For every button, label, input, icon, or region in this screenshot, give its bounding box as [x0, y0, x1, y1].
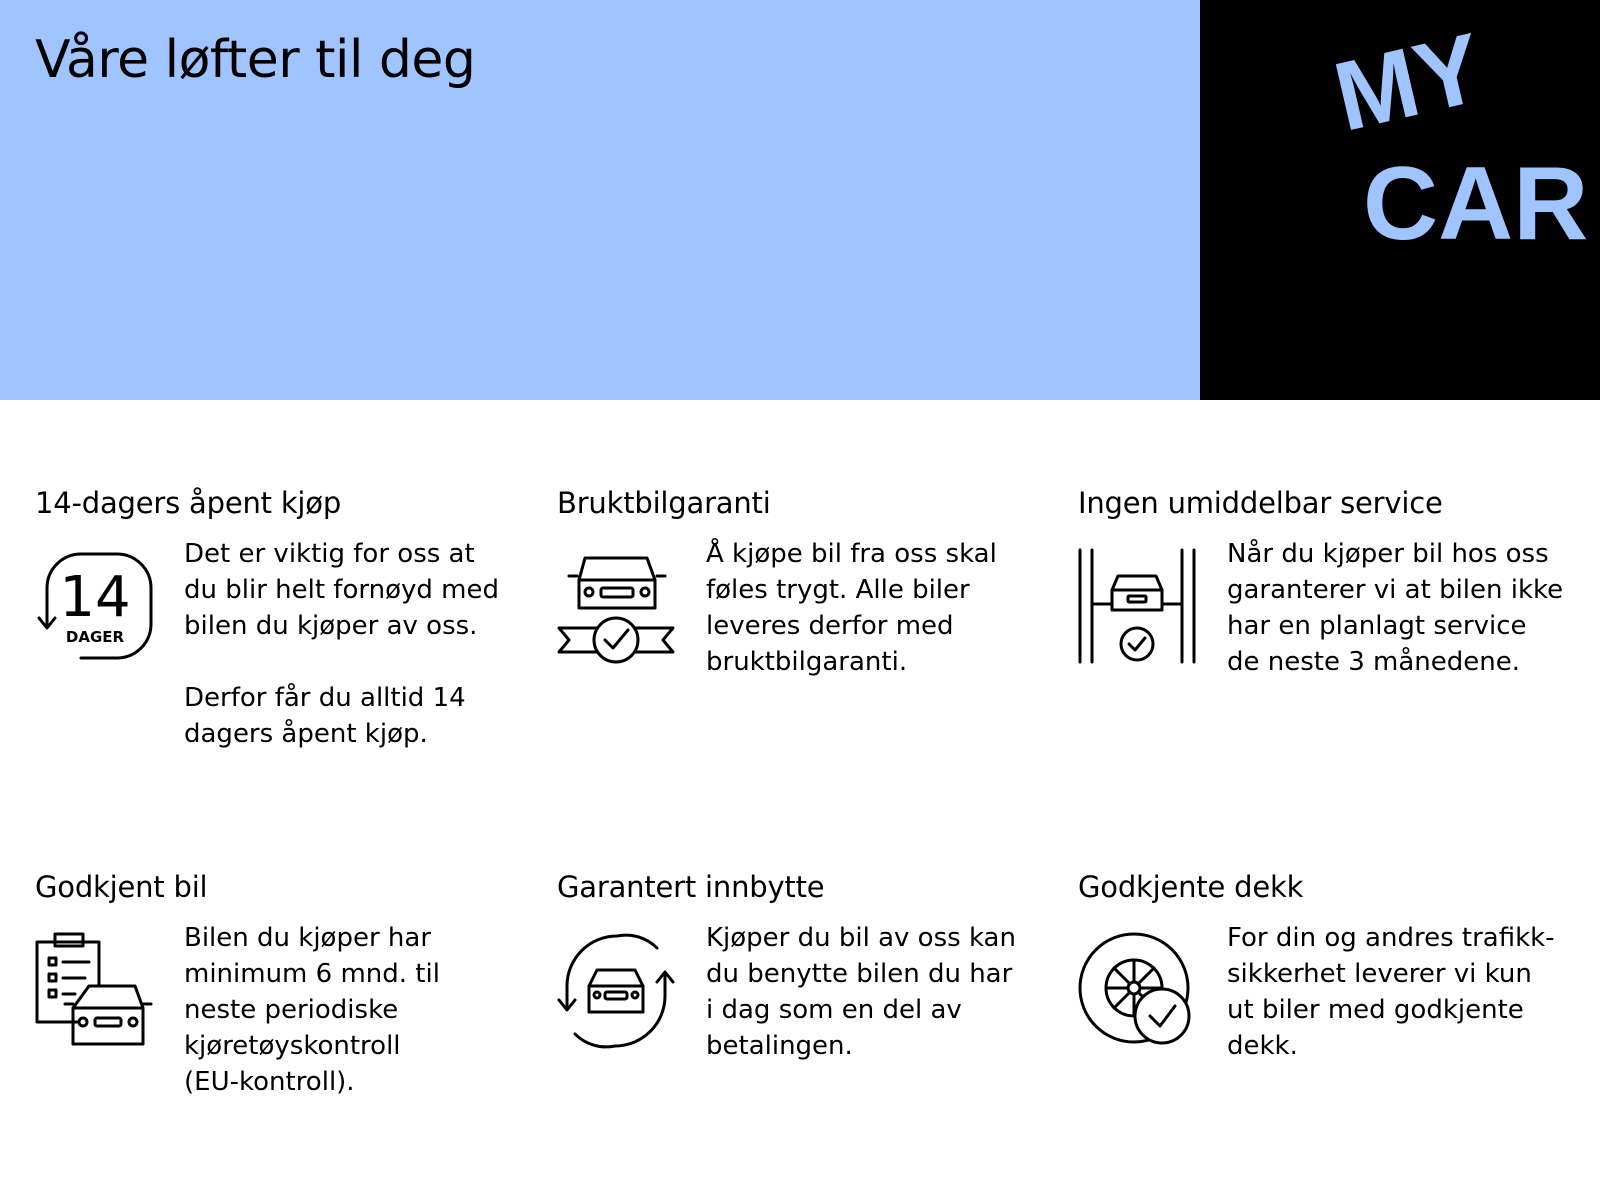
body-line: dekk.	[1227, 1031, 1298, 1061]
body-line: ut biler med godkjente	[1227, 995, 1524, 1025]
body-line: (EU-kontroll).	[184, 1067, 355, 1097]
calendar-14-days-icon	[35, 548, 153, 666]
body-line: i dag som en del av	[706, 995, 962, 1025]
card-body	[706, 920, 1056, 1100]
body-line: de neste 3 månedene.	[1227, 647, 1521, 677]
body-line: har en planlagt service	[1227, 611, 1527, 641]
body-line: betalingen.	[706, 1031, 853, 1061]
body-line: Derfor får du alltid 14	[184, 683, 466, 713]
body-line: Kjøper du bil av oss kan	[706, 923, 1016, 953]
body-line: Det er viktig for oss at	[184, 539, 475, 569]
logo-text-my: MY	[1324, 11, 1493, 152]
card-body	[184, 536, 534, 788]
body-line: garanterer vi at bilen ikke	[1227, 575, 1564, 605]
body-line: leveres derfor med	[706, 611, 954, 641]
icon-label: DAGER	[65, 628, 125, 646]
body-line: kjøretøyskontroll	[184, 1031, 401, 1061]
body-line: Når du kjøper bil hos oss	[1227, 539, 1549, 569]
promise-card-approved-car	[35, 870, 555, 1097]
body-line: bilen du kjøper av oss.	[184, 611, 478, 641]
card-title: 14-dagers åpent kjøp	[35, 486, 342, 520]
body-line: føles trygt. Alle biler	[706, 575, 970, 605]
car-lift-check-icon	[1078, 548, 1196, 666]
promise-card-warranty	[557, 486, 1077, 677]
logo-text-car: CAR	[1363, 146, 1589, 262]
body-line: neste periodiske	[184, 995, 399, 1025]
body-line: dagers åpent kjøp.	[184, 719, 428, 749]
promise-card-no-service	[1078, 486, 1598, 677]
card-title: Ingen umiddelbar service	[1078, 486, 1443, 520]
body-line: For din og andres trafikk-	[1227, 923, 1555, 953]
card-title: Bruktbilgaranti	[557, 486, 771, 520]
body-line: sikkerhet leverer vi kun	[1227, 959, 1532, 989]
card-title: Garantert innbytte	[557, 870, 825, 904]
mycar-logo	[1200, 0, 1600, 400]
checklist-car-icon	[35, 932, 153, 1050]
page-title: Våre løfter til deg	[35, 30, 476, 90]
body-line: Bilen du kjøper har	[184, 923, 432, 953]
card-body	[706, 536, 1056, 716]
body-line: minimum 6 mnd. til	[184, 959, 440, 989]
card-body	[1227, 920, 1577, 1100]
body-line: Å kjøpe bil fra oss skal	[706, 539, 997, 569]
body-line: bruktbilgaranti.	[706, 647, 908, 677]
car-warranty-badge-icon	[557, 548, 675, 666]
car-trade-in-icon	[557, 932, 675, 1050]
promise-card-approved-tires	[1078, 870, 1598, 1061]
card-body	[1227, 536, 1577, 716]
card-title: Godkjent bil	[35, 870, 208, 904]
promise-card-trade-in	[557, 870, 1077, 1061]
icon-number: 14	[59, 565, 131, 630]
card-body	[184, 920, 534, 1136]
promise-card-open-purchase	[35, 486, 555, 749]
tire-check-icon	[1078, 932, 1196, 1050]
card-title: Godkjente dekk	[1078, 870, 1304, 904]
body-line: du benytte bilen du har	[706, 959, 1013, 989]
body-line: du blir helt fornøyd med	[184, 575, 499, 605]
